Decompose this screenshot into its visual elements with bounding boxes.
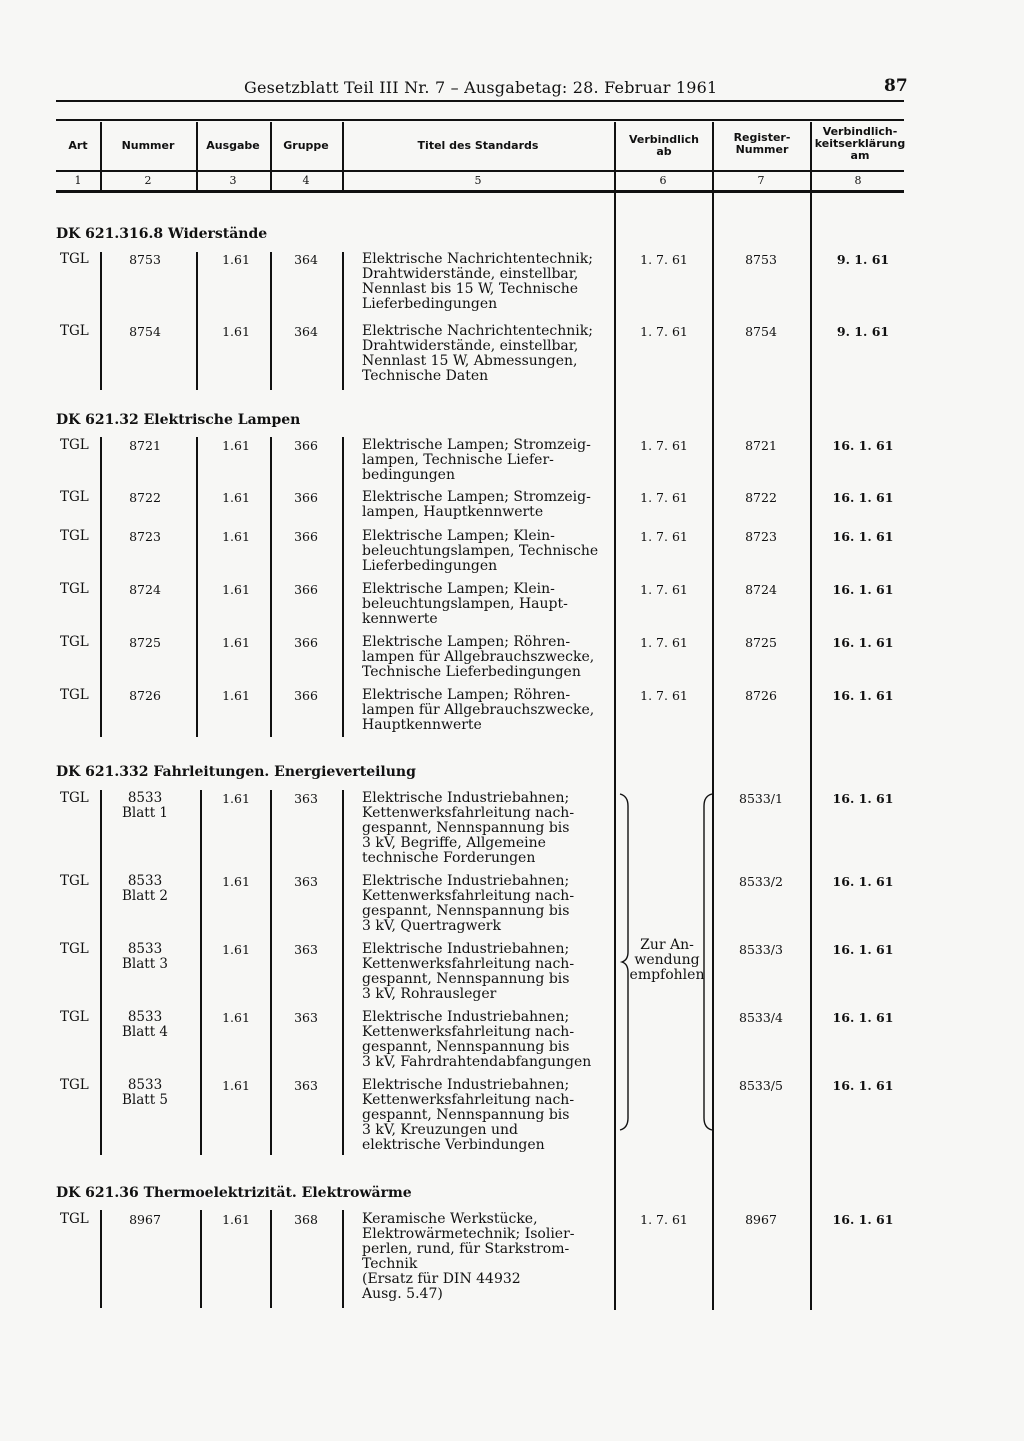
cell-erklaerung: 16. 1. 61 <box>832 791 894 806</box>
cell-register: 8725 <box>745 635 777 650</box>
cell-ausgabe: 1.61 <box>222 324 250 339</box>
cell-erklaerung: 9. 1. 61 <box>836 324 890 339</box>
cell-titel: Elektrische Lampen; Röhren- lampen für Allgebrauchszwecke, Technische Lieferbedingungen <box>362 634 595 680</box>
cell-gruppe: 368 <box>294 1212 318 1227</box>
col-rule-register-left <box>712 192 714 1310</box>
cell-register: 8533/2 <box>739 874 783 889</box>
cell-erklaerung: 9. 1. 61 <box>836 252 890 267</box>
cell-ausgabe: 1.61 <box>222 688 250 703</box>
cell-register: 8724 <box>745 582 777 597</box>
cell-art: TGL <box>60 790 89 806</box>
s1-sep-art <box>100 252 102 390</box>
cell-nummer: 8724 <box>129 582 161 597</box>
cell-ausgabe: 1.61 <box>222 490 250 505</box>
cell-verbindlich: 1. 7. 61 <box>640 324 688 339</box>
page-header-title: Gesetzblatt Teil III Nr. 7 – Ausgabetag: 28. Februar 1961 <box>244 78 718 97</box>
s2-sep-art <box>100 437 102 737</box>
cell-nummer: 8753 <box>129 252 161 267</box>
cell-nummer: 8533 Blatt 4 <box>121 1009 169 1040</box>
shared-verbindlich-note: Zur An- wendung empfohlen <box>629 937 705 983</box>
section-title-fahrleitungen: DK 621.332 Fahrleitungen. Energieverteilung <box>56 764 416 780</box>
cell-erklaerung: 16. 1. 61 <box>832 688 894 703</box>
cell-ausgabe: 1.61 <box>222 791 250 806</box>
cell-verbindlich: 1. 7. 61 <box>640 252 688 267</box>
cell-nummer: 8533 Blatt 1 <box>121 790 169 821</box>
cell-titel: Elektrische Industriebahnen; Kettenwerksfahrleitung nach- gespannt, Nennspannung bis 3 kV, Kreuzungen und elektrische Verbindungen <box>362 1077 575 1153</box>
cell-register: 8722 <box>745 490 777 505</box>
col-num-3: 3 <box>229 174 237 187</box>
cell-verbindlich: 1. 7. 61 <box>640 490 688 505</box>
cell-titel: Elektrische Lampen; Röhren- lampen für Allgebrauchszwecke, Hauptkennwerte <box>362 687 595 733</box>
table-top-rule <box>56 119 904 121</box>
cell-gruppe: 366 <box>294 635 318 650</box>
cell-register: 8533/3 <box>739 942 783 957</box>
cell-art: TGL <box>60 323 89 339</box>
cell-register: 8726 <box>745 688 777 703</box>
cell-art: TGL <box>60 1077 89 1093</box>
cell-titel: Elektrische Lampen; Klein- beleuchtungslampen, Haupt- kennwerte <box>362 581 568 627</box>
cell-titel: Elektrische Industriebahnen; Kettenwerksfahrleitung nach- gespannt, Nennspannung bis 3 kV, Quertragwerk <box>362 873 575 934</box>
s1-sep-ausg <box>270 252 272 390</box>
header-rule <box>56 100 904 102</box>
cell-nummer: 8967 <box>129 1212 161 1227</box>
cell-gruppe: 366 <box>294 490 318 505</box>
cell-register: 8754 <box>745 324 777 339</box>
cell-nummer: 8533 Blatt 3 <box>121 941 169 972</box>
cell-ausgabe: 1.61 <box>222 1010 250 1025</box>
cell-gruppe: 363 <box>294 874 318 889</box>
cell-nummer: 8725 <box>129 635 161 650</box>
col-header-titel: Titel des Standards <box>417 139 539 152</box>
cell-verbindlich: 1. 7. 61 <box>640 438 688 453</box>
cell-verbindlich: 1. 7. 61 <box>640 1212 688 1227</box>
cell-ausgabe: 1.61 <box>222 1078 250 1093</box>
col-header-erklaerung: Verbindlich-keitserklärung am <box>814 125 906 162</box>
cell-titel: Elektrische Lampen; Stromzeig- lampen, Technische Liefer- bedingungen <box>362 437 591 483</box>
s3-sep-num <box>200 790 202 1155</box>
cell-nummer: 8722 <box>129 490 161 505</box>
cell-art: TGL <box>60 873 89 889</box>
cell-art: TGL <box>60 437 89 453</box>
col-num-8: 8 <box>854 174 862 187</box>
cell-gruppe: 366 <box>294 529 318 544</box>
col-header-verbindlich: Verbindlich ab <box>628 133 700 158</box>
s3-sep-art <box>100 790 102 1155</box>
cell-ausgabe: 1.61 <box>222 874 250 889</box>
cell-ausgabe: 1.61 <box>222 438 250 453</box>
cell-nummer: 8726 <box>129 688 161 703</box>
s1-sep-num <box>196 252 198 390</box>
cell-gruppe: 364 <box>294 324 318 339</box>
cell-erklaerung: 16. 1. 61 <box>832 942 894 957</box>
cell-nummer: 8533 Blatt 5 <box>121 1077 169 1108</box>
col-num-5: 5 <box>474 174 482 187</box>
cell-art: TGL <box>60 687 89 703</box>
s2-sep-num <box>196 437 198 737</box>
cell-verbindlich: 1. 7. 61 <box>640 635 688 650</box>
cell-gruppe: 364 <box>294 252 318 267</box>
cell-art: TGL <box>60 634 89 650</box>
col-rule-verbindlich-left <box>614 192 616 1310</box>
cell-nummer: 8533 Blatt 2 <box>121 873 169 904</box>
s4-sep-art <box>100 1210 102 1308</box>
s2-sep-ausg <box>270 437 272 737</box>
s4-sep-grp <box>342 1210 344 1308</box>
s4-sep-num <box>200 1210 202 1308</box>
cell-ausgabe: 1.61 <box>222 252 250 267</box>
cell-titel: Elektrische Industriebahnen; Kettenwerksfahrleitung nach- gespannt, Nennspannung bis 3 kV, Begriffe, Allgemeine technische Forderungen <box>362 790 575 866</box>
cell-art: TGL <box>60 1009 89 1025</box>
cell-register: 8721 <box>745 438 777 453</box>
cell-gruppe: 363 <box>294 791 318 806</box>
cell-register: 8533/1 <box>739 791 783 806</box>
cell-art: TGL <box>60 581 89 597</box>
col-num-4: 4 <box>302 174 310 187</box>
cell-gruppe: 366 <box>294 438 318 453</box>
cell-verbindlich: 1. 7. 61 <box>640 529 688 544</box>
cell-erklaerung: 16. 1. 61 <box>832 582 894 597</box>
col-header-gruppe: Gruppe <box>283 139 329 152</box>
cell-ausgabe: 1.61 <box>222 529 250 544</box>
col-rule-erklaerung-left <box>810 192 812 1310</box>
cell-art: TGL <box>60 1211 89 1227</box>
cell-art: TGL <box>60 941 89 957</box>
cell-gruppe: 366 <box>294 688 318 703</box>
cell-titel: Elektrische Lampen; Stromzeig- lampen, Hauptkennwerte <box>362 489 591 520</box>
col-num-1: 1 <box>74 174 82 187</box>
col-header-ausgabe: Ausgabe <box>206 139 260 152</box>
cell-verbindlich: 1. 7. 61 <box>640 688 688 703</box>
col-header-nummer: Nummer <box>121 139 175 152</box>
cell-erklaerung: 16. 1. 61 <box>832 1212 894 1227</box>
cell-gruppe: 363 <box>294 942 318 957</box>
cell-erklaerung: 16. 1. 61 <box>832 529 894 544</box>
s3-sep-ausg <box>270 790 272 1155</box>
col-header-art: Art <box>68 139 88 152</box>
cell-ausgabe: 1.61 <box>222 635 250 650</box>
cell-register: 8533/5 <box>739 1078 783 1093</box>
cell-erklaerung: 16. 1. 61 <box>832 635 894 650</box>
cell-erklaerung: 16. 1. 61 <box>832 874 894 889</box>
cell-titel: Elektrische Nachrichtentechnik; Drahtwiderstände, einstellbar, Nennlast bis 15 W, Technische Lieferbedingungen <box>362 251 593 312</box>
table-num-rule <box>56 190 904 193</box>
cell-art: TGL <box>60 528 89 544</box>
cell-ausgabe: 1.61 <box>222 1212 250 1227</box>
section-title-thermoelektrizitaet: DK 621.36 Thermoelektrizität. Elektrowärme <box>56 1185 412 1201</box>
cell-titel: Elektrische Nachrichtentechnik; Drahtwiderstände, einstellbar, Nennlast 15 W, Abmessungen, Technische Daten <box>362 323 593 384</box>
cell-register: 8967 <box>745 1212 777 1227</box>
section-title-widerstaende: DK 621.316.8 Widerstände <box>56 226 268 242</box>
table-head-rule <box>56 170 904 172</box>
cell-gruppe: 366 <box>294 582 318 597</box>
col-num-2: 2 <box>144 174 152 187</box>
cell-erklaerung: 16. 1. 61 <box>832 1078 894 1093</box>
s4-sep-ausg <box>270 1210 272 1308</box>
page-number: 87 <box>884 76 908 96</box>
cell-titel: Elektrische Industriebahnen; Kettenwerksfahrleitung nach- gespannt, Nennspannung bis 3 kV, Fahrdrahtendabfangungen <box>362 1009 592 1070</box>
cell-gruppe: 363 <box>294 1010 318 1025</box>
cell-ausgabe: 1.61 <box>222 582 250 597</box>
cell-register: 8753 <box>745 252 777 267</box>
cell-nummer: 8723 <box>129 529 161 544</box>
cell-ausgabe: 1.61 <box>222 942 250 957</box>
cell-register: 8723 <box>745 529 777 544</box>
cell-titel: Elektrische Lampen; Klein- beleuchtungslampen, Technische Lieferbedingungen <box>362 528 599 574</box>
cell-art: TGL <box>60 489 89 505</box>
cell-nummer: 8721 <box>129 438 161 453</box>
col-header-register: Register-Nummer <box>733 131 791 156</box>
cell-erklaerung: 16. 1. 61 <box>832 490 894 505</box>
cell-nummer: 8754 <box>129 324 161 339</box>
col-num-6: 6 <box>659 174 667 187</box>
cell-titel: Keramische Werkstücke, Elektrowärmetechnik; Isolier- perlen, rund, für Starkstrom- Technik (Ersatz für DIN 44932 Ausg. 5.47) <box>362 1211 575 1302</box>
cell-gruppe: 363 <box>294 1078 318 1093</box>
cell-titel: Elektrische Industriebahnen; Kettenwerksfahrleitung nach- gespannt, Nennspannung bis 3 kV, Rohrausleger <box>362 941 575 1002</box>
cell-erklaerung: 16. 1. 61 <box>832 1010 894 1025</box>
s3-sep-grp <box>342 790 344 1155</box>
section-title-lampen: DK 621.32 Elektrische Lampen <box>56 412 301 428</box>
s2-sep-grp <box>342 437 344 737</box>
cell-erklaerung: 16. 1. 61 <box>832 438 894 453</box>
cell-register: 8533/4 <box>739 1010 783 1025</box>
cell-verbindlich: 1. 7. 61 <box>640 582 688 597</box>
s1-sep-grp <box>342 252 344 390</box>
col-num-7: 7 <box>757 174 765 187</box>
cell-art: TGL <box>60 251 89 267</box>
